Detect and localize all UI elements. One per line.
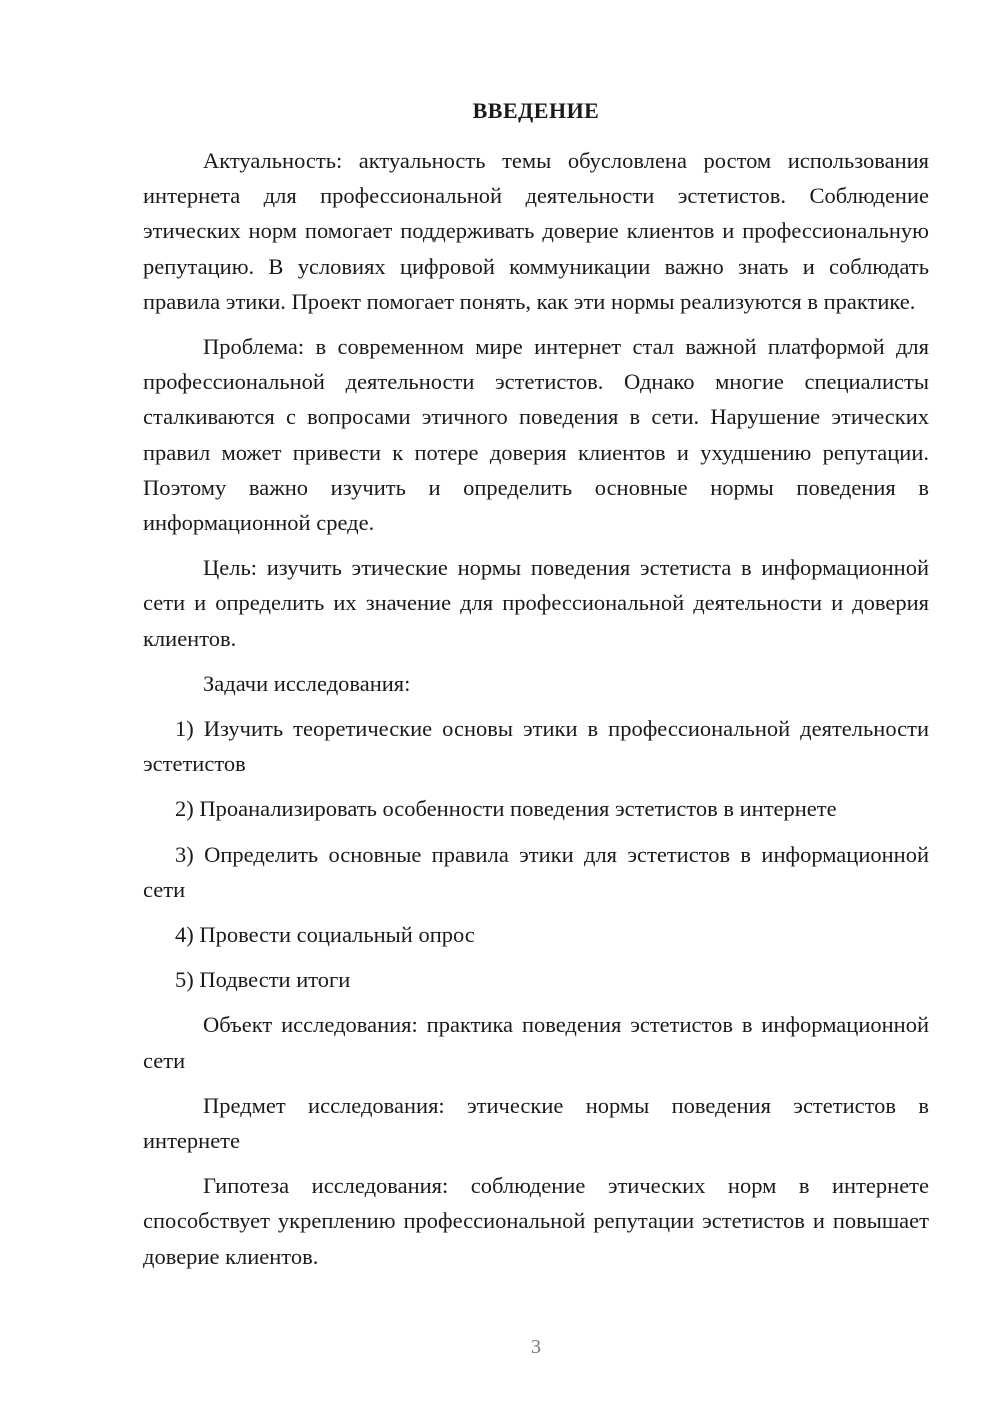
task-item-5: 5) Подвести итоги (175, 967, 351, 993)
paragraph-hypothesis: Гипотеза исследования: соблюдение этических норм в интернете способствует укреплению профессиональной репутации эстетистов и повышает доверие клиентов. (143, 1173, 929, 1269)
task-item-3: 3) Определить основные правила этики для эстетистов в информационной сети (143, 841, 929, 902)
paragraph-subject: Предмет исследования: этические нормы поведения эстетистов в интернете (143, 1092, 929, 1154)
paragraph-tasks-heading: Задачи исследования: (203, 670, 411, 696)
task-item-1: 1) Изучить теоретические основы этики в профессиональной деятельности эстетистов (143, 716, 929, 777)
task-item-2: 2) Проанализировать особенности поведения эстетистов в интернете (175, 796, 837, 822)
paragraph-object: Объект исследования: практика поведения эстетистов в информационной сети (143, 1012, 929, 1073)
body-text (143, 143, 929, 1284)
page-number: 3 (531, 1336, 541, 1358)
paragraph-problem: Проблема: в современном мире интернет стал важной платформой для профессиональной деятельности эстетистов. Однако многие специалисты сталкиваются с вопросами этичного поведения в сети. Нарушение этических правил может привести к потере доверия клиентов и ухудшению репутации. Поэтому важно изучить и определить основные нормы поведения в информационной среде. (143, 334, 929, 536)
paragraph-relevance: Актуальность: актуальность темы обусловлена ростом использования интернета для профессиональной деятельности эстетистов. Соблюдение этических норм помогает поддерживать доверие клиентов и профессиональную репутацию. В условиях цифровой коммуникации важно знать и соблюдать правила этики. Проект помогает понять, как эти нормы реализуются в практике. (143, 148, 929, 314)
paragraph-goal: Цель: изучить этические нормы поведения эстетиста в информационной сети и определить их значение для профессиональной деятельности и доверия клиентов. (143, 555, 929, 651)
task-item-4: 4) Провести социальный опрос (175, 922, 475, 948)
section-title: ВВЕДЕНИЕ (472, 98, 600, 123)
